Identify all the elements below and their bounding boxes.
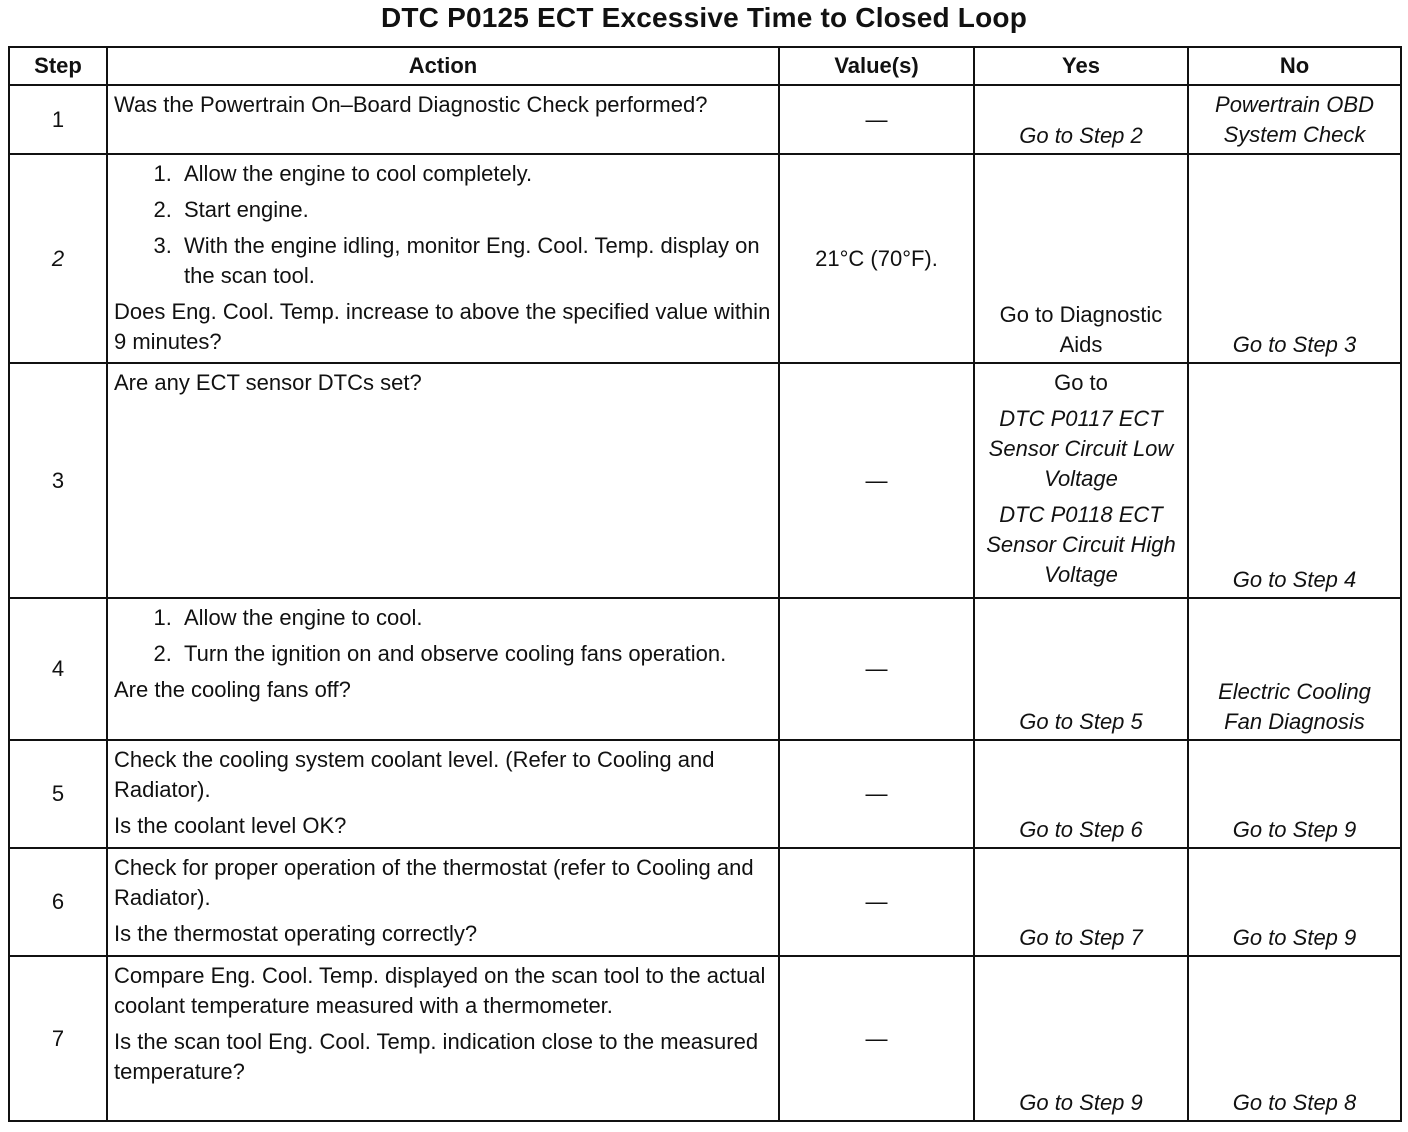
action-text: Compare Eng. Cool. Temp. displayed on the scan tool to the actual coolant temperature measured with a thermometer. xyxy=(114,963,766,1018)
value-cell xyxy=(779,740,974,848)
action-question: Is the thermostat operating correctly? xyxy=(114,921,478,946)
yes-text: Go to Step 6 xyxy=(1019,817,1143,842)
table-row-step-7 xyxy=(9,956,1401,1121)
action-cell xyxy=(107,85,779,154)
no-text: Go to Step 9 xyxy=(1232,925,1357,950)
header-yes: Yes xyxy=(974,47,1188,85)
value-cell xyxy=(779,848,974,956)
value-text: — xyxy=(865,889,888,914)
action-text: Check for proper operation of the thermostat (refer to Cooling and Radiator). xyxy=(114,855,754,910)
action-question: Are the cooling fans off? xyxy=(114,677,351,702)
step-number: 1 xyxy=(9,85,107,154)
value-text: — xyxy=(865,467,888,493)
action-cell xyxy=(107,848,779,956)
action-cell xyxy=(107,154,779,363)
yes-cell xyxy=(974,363,1188,598)
no-cell xyxy=(1188,848,1401,956)
action-text: Was the Powertrain On–Board Diagnostic Check performed? xyxy=(114,92,708,117)
no-cell xyxy=(1188,598,1401,740)
action-cell xyxy=(107,956,779,1121)
yes-text: Go to Step 5 xyxy=(1019,709,1143,734)
no-text: Go to Step 4 xyxy=(1232,567,1357,592)
yes-cell xyxy=(974,740,1188,848)
no-cell xyxy=(1188,85,1401,154)
no-text: Go to Step 9 xyxy=(1232,817,1357,842)
value-text: — xyxy=(865,656,888,681)
yes-cell xyxy=(974,85,1188,154)
yes-option-2: DTC P0118 ECT Sensor Circuit High Voltage xyxy=(986,502,1176,587)
yes-cell xyxy=(974,956,1188,1121)
yes-text: Go to Step 2 xyxy=(1019,123,1143,148)
table-row-step-4 xyxy=(9,598,1401,740)
value-cell xyxy=(779,154,974,363)
header-no: No xyxy=(1188,47,1401,85)
action-question: Is the coolant level OK? xyxy=(114,813,347,838)
step-number: 7 xyxy=(9,956,107,1121)
action-question: Does Eng. Cool. Temp. increase to above the specified value within 9 minutes? xyxy=(114,299,771,354)
action-text: Check the cooling system coolant level. (Refer to Cooling and Radiator). xyxy=(114,747,715,802)
no-cell xyxy=(1188,363,1401,598)
list-item: 3. With the engine idling, monitor Eng. Cool. Temp. display on the scan tool. xyxy=(178,231,772,291)
step-number xyxy=(9,154,107,363)
yes-text: Go to Diagnostic Aids xyxy=(999,302,1163,357)
diagnostic-table xyxy=(8,46,1402,1122)
no-cell xyxy=(1188,154,1401,363)
action-question: Is the scan tool Eng. Cool. Temp. indication close to the measured temperature? xyxy=(114,1029,759,1084)
header-row xyxy=(9,47,1401,85)
table-row-step-6 xyxy=(9,848,1401,956)
no-text: Powertrain OBD System Check xyxy=(1215,92,1374,147)
yes-text: Go to Step 7 xyxy=(1019,925,1143,950)
no-text: Go to Step 3 xyxy=(1232,332,1357,357)
yes-cell xyxy=(974,154,1188,363)
header-values: Value(s) xyxy=(779,47,974,85)
step-number-text: 2 xyxy=(51,245,65,271)
action-cell xyxy=(107,740,779,848)
step-number: 3 xyxy=(9,363,107,598)
no-cell xyxy=(1188,740,1401,848)
action-steps-list xyxy=(114,159,772,291)
action-cell xyxy=(107,598,779,740)
value-cell xyxy=(779,85,974,154)
step-number: 5 xyxy=(9,740,107,848)
list-item: 2. Start engine. xyxy=(178,195,772,225)
yes-cell xyxy=(974,598,1188,740)
yes-cell xyxy=(974,848,1188,956)
value-text: — xyxy=(865,781,888,806)
yes-option-1: DTC P0117 ECT Sensor Circuit Low Voltage xyxy=(988,406,1174,491)
no-text: Electric Cooling Fan Diagnosis xyxy=(1218,679,1371,734)
page-title: DTC P0125 ECT Excessive Time to Closed Loop xyxy=(380,2,1028,33)
action-text: Are any ECT sensor DTCs set? xyxy=(114,370,422,395)
no-text: Go to Step 8 xyxy=(1232,1090,1357,1115)
value-text: — xyxy=(865,1025,888,1051)
value-cell xyxy=(779,598,974,740)
action-steps-list xyxy=(114,603,772,669)
table-row-step-3 xyxy=(9,363,1401,598)
header-step: Step xyxy=(9,47,107,85)
table-row-step-2 xyxy=(9,154,1401,363)
step-number: 6 xyxy=(9,848,107,956)
step-number: 4 xyxy=(9,598,107,740)
list-item: 1. Allow the engine to cool completely. xyxy=(178,159,772,189)
value-cell xyxy=(779,956,974,1121)
no-cell xyxy=(1188,956,1401,1121)
list-item: 1. Allow the engine to cool. xyxy=(178,603,772,633)
value-cell xyxy=(779,363,974,598)
value-text: — xyxy=(865,106,888,132)
table-row-step-5 xyxy=(9,740,1401,848)
header-action: Action xyxy=(107,47,779,85)
yes-goto-text: Go to xyxy=(1054,370,1108,395)
value-text: 21°C (70°F). xyxy=(815,245,938,271)
action-cell xyxy=(107,363,779,598)
table-row-step-1 xyxy=(9,85,1401,154)
yes-text: Go to Step 9 xyxy=(1019,1090,1143,1115)
list-item: 2. Turn the ignition on and observe cooling fans operation. xyxy=(178,639,772,669)
